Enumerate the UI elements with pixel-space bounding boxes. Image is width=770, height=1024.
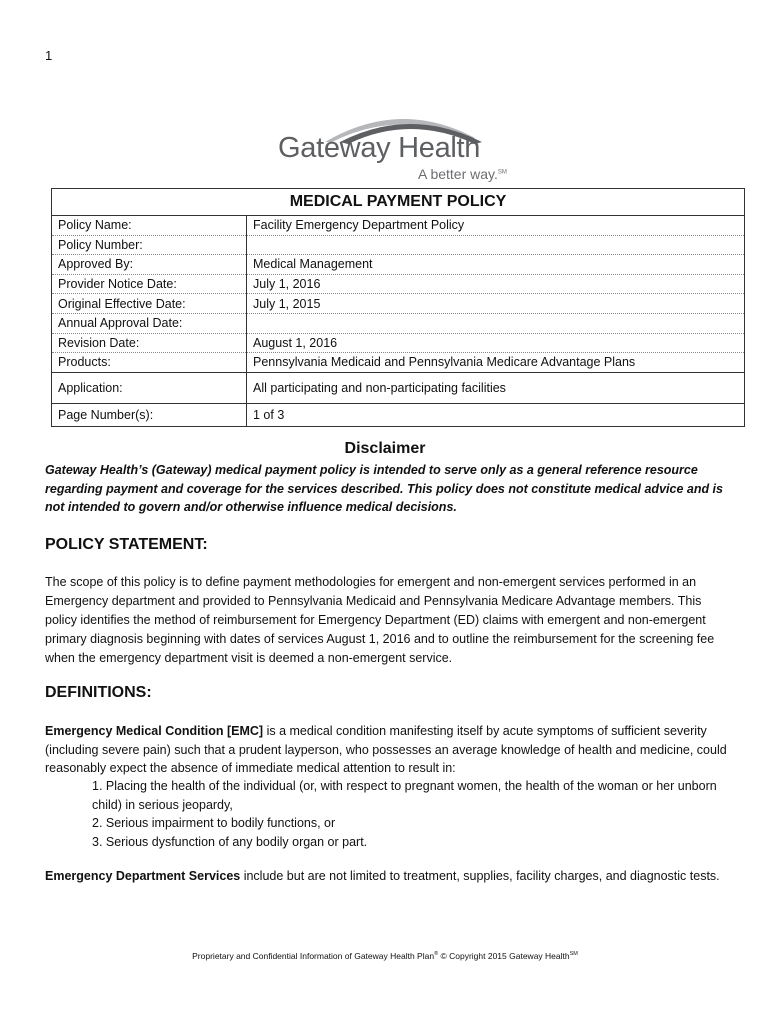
list-item: 1. Placing the health of the individual (or, with respect to pregnant women, the health of the woman or her unborn child) in serious jeopardy, bbox=[92, 779, 717, 812]
disclaimer-heading: Disclaimer bbox=[344, 440, 426, 457]
list-item: 3. Serious dysfunction of any bodily organ or part. bbox=[92, 834, 368, 849]
logo-tagline: A better way.℠ bbox=[418, 166, 507, 182]
table-row: Annual Approval Date: bbox=[52, 313, 745, 333]
table-row: Page Number(s): 1 of 3 bbox=[52, 403, 745, 426]
emc-text: is a medical condition manifesting itself by acute symptoms of sufficient severity (including severe pain) such that a prudent layperson, who possesses an average knowledge of health and medicine, could reasonably expect the absence of immediate medical attention to result in: bbox=[45, 724, 727, 775]
page-number: 1 bbox=[45, 48, 53, 63]
table-row: Approved By: Medical Management bbox=[52, 255, 745, 275]
definitions-heading: DEFINITIONS: bbox=[45, 684, 152, 701]
tagline-mark: SM bbox=[497, 169, 507, 176]
gateway-health-logo bbox=[270, 104, 507, 184]
table-row: Revision Date: August 1, 2016 bbox=[52, 333, 745, 353]
eds-text: include but are not limited to treatment, supplies, facility charges, and diagnostic tests. bbox=[240, 869, 720, 883]
table-row: Original Effective Date: July 1, 2015 bbox=[52, 294, 745, 314]
emc-definition bbox=[45, 722, 735, 778]
eds-definition bbox=[45, 867, 735, 886]
policy-statement-heading: POLICY STATEMENT: bbox=[45, 536, 208, 553]
table-row: Provider Notice Date: July 1, 2016 bbox=[52, 274, 745, 294]
policy-title: MEDICAL PAYMENT POLICY bbox=[52, 189, 745, 216]
disclaimer-text: Gateway Health’s (Gateway) medical payment policy is intended to serve only as a general reference resource regarding payment and coverage for the services described. This policy does not constitute medical advice and is not intended to govern and/or otherwise influence medical decisions. bbox=[45, 463, 723, 514]
policy-info-table bbox=[51, 188, 745, 427]
table-row: Products: Pennsylvania Medicaid and Pennsylvania Medicare Advantage Plans bbox=[52, 353, 745, 373]
footer: Proprietary and Confidential Information of Gateway Health Plan® © Copyright 2015 Gateway Health℠ bbox=[192, 951, 578, 961]
service-mark: SM bbox=[569, 951, 578, 958]
emc-term: Emergency Medical Condition [EMC] bbox=[45, 724, 264, 738]
table-row: Policy Name: Facility Emergency Department Policy bbox=[52, 216, 745, 236]
list-item: 2. Serious impairment to bodily functions, or bbox=[92, 816, 336, 830]
emc-list bbox=[92, 777, 737, 851]
eds-term: Emergency Department Services bbox=[45, 869, 241, 883]
logo-name: Gateway Health bbox=[278, 132, 481, 164]
table-row: Application: All participating and non-participating facilities bbox=[52, 372, 745, 403]
policy-statement-text: The scope of this policy is to define payment methodologies for emergent and non-emergent services performed in an Emergency department and provided to Pennsylvania Medicaid and Pennsylvania Medicare Advantage members. This policy identifies the method of reimbursement for Emergency Department (ED) claims with emergent and non-emergent primary diagnosis beginning with dates of services August 1, 2016 and to outline the reimbursement for the screening fee when the emergency department visit is deemed a non-emergent service. bbox=[45, 575, 715, 665]
table-row: Policy Number: bbox=[52, 235, 745, 255]
registered-mark: ® bbox=[434, 951, 439, 958]
